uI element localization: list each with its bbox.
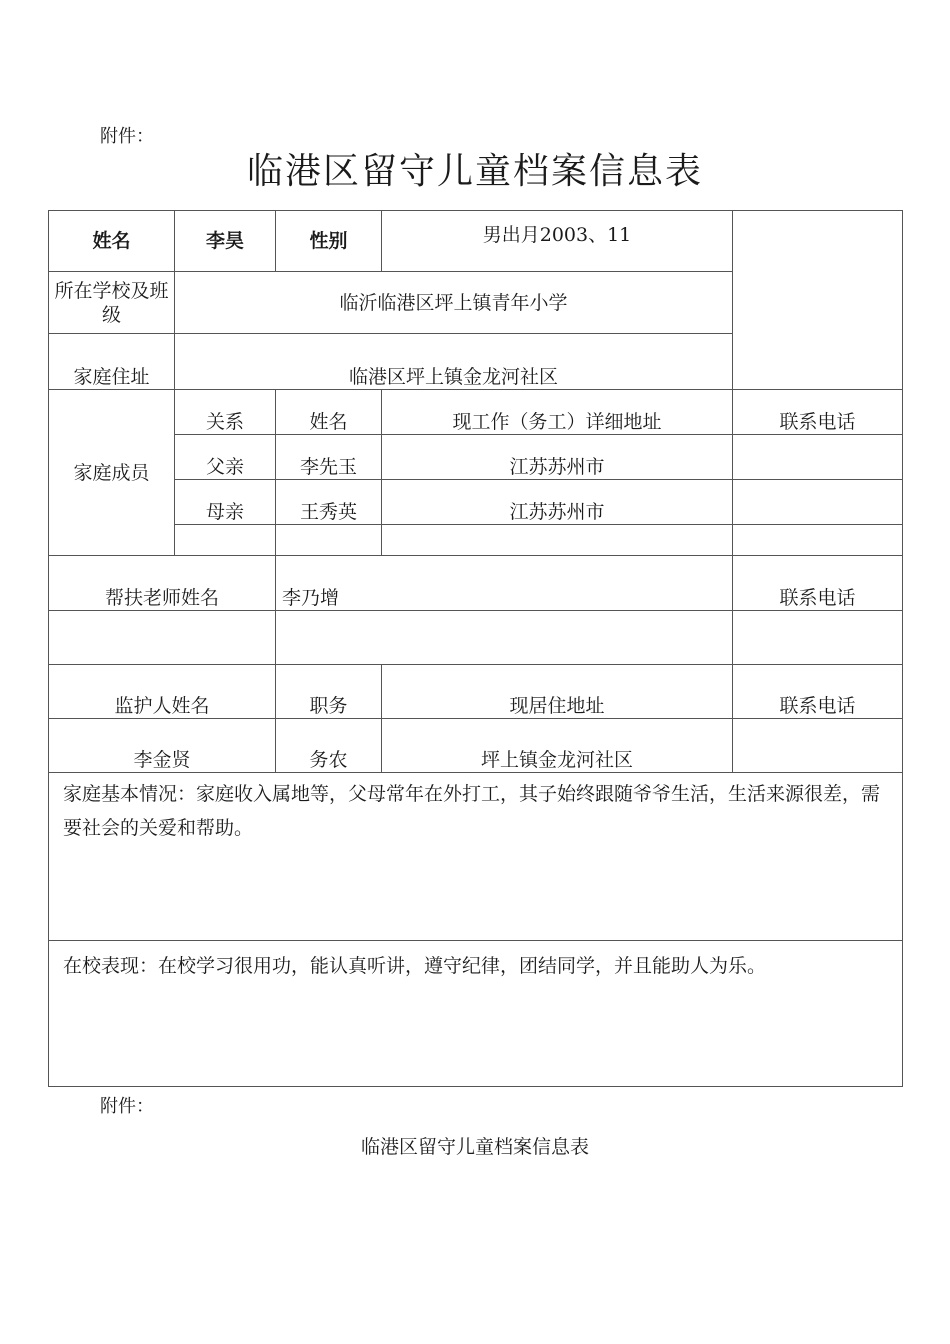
name-label: 姓名 bbox=[49, 211, 175, 272]
school-label: 所在学校及班级 bbox=[49, 272, 175, 334]
teacher-label: 帮扶老师姓名 bbox=[49, 556, 276, 611]
footer-title: 临港区留守儿童档案信息表 bbox=[360, 1136, 589, 1158]
family-name: 王秀英 bbox=[276, 480, 382, 525]
address-value: 临港区坪上镇金龙河社区 bbox=[175, 334, 733, 390]
attachment-label: 附件： bbox=[100, 126, 154, 147]
family-phone bbox=[733, 435, 903, 480]
guardian-name-value: 李金贤 bbox=[49, 719, 276, 773]
address-label: 家庭住址 bbox=[49, 334, 175, 390]
name-value: 李昊 bbox=[175, 211, 276, 272]
family-phone bbox=[733, 525, 903, 556]
footer-attachment-label: 附件： bbox=[100, 1096, 154, 1117]
teacher-phone-value bbox=[733, 611, 903, 665]
teacher-phone-label: 联系电话 bbox=[733, 556, 903, 611]
family-header-name: 姓名 bbox=[276, 390, 382, 435]
family-header-phone: 联系电话 bbox=[733, 390, 903, 435]
family-header-work-address: 现工作（务工）详细地址 bbox=[382, 390, 733, 435]
table-row bbox=[49, 480, 903, 525]
family-name bbox=[276, 525, 382, 556]
table-row bbox=[49, 525, 903, 556]
guardian-address-value: 坪上镇金龙河社区 bbox=[382, 719, 733, 773]
guardian-phone-value bbox=[733, 719, 903, 773]
teacher-extra-value bbox=[276, 611, 733, 665]
family-situation-text: 家庭基本情况：家庭收入属地等，父母常年在外打工，其子始终跟随爷爷生活，生活来源很差，需要社会的关爱和帮助。 bbox=[49, 773, 903, 941]
family-section-label: 家庭成员 bbox=[49, 390, 175, 556]
family-work-address bbox=[382, 525, 733, 556]
guardian-job-label: 职务 bbox=[276, 665, 382, 719]
profile-form-table bbox=[48, 210, 903, 1087]
gender-label: 性别 bbox=[276, 211, 382, 272]
guardian-job-value: 务农 bbox=[276, 719, 382, 773]
school-value: 临沂临港区坪上镇青年小学 bbox=[175, 272, 733, 334]
teacher-value: 李乃增 bbox=[276, 556, 733, 611]
family-header-relation: 关系 bbox=[175, 390, 276, 435]
family-name: 李先玉 bbox=[276, 435, 382, 480]
page-title: 临港区留守儿童档案信息表 bbox=[246, 151, 703, 192]
guardian-address-label: 现居住地址 bbox=[382, 665, 733, 719]
family-phone bbox=[733, 480, 903, 525]
family-work-address: 江苏苏州市 bbox=[382, 435, 733, 480]
family-relation: 母亲 bbox=[175, 480, 276, 525]
photo-cell bbox=[733, 211, 903, 390]
guardian-phone-label: 联系电话 bbox=[733, 665, 903, 719]
gender-birth-value: 男出月2003、11 bbox=[382, 211, 733, 272]
teacher-extra-label bbox=[49, 611, 276, 665]
family-work-address: 江苏苏州市 bbox=[382, 480, 733, 525]
guardian-name-label: 监护人姓名 bbox=[49, 665, 276, 719]
school-performance-text: 在校表现：在校学习很用功，能认真听讲，遵守纪律，团结同学，并且能助人为乐。 bbox=[49, 941, 903, 1087]
family-relation bbox=[175, 525, 276, 556]
family-relation: 父亲 bbox=[175, 435, 276, 480]
table-row bbox=[49, 435, 903, 480]
